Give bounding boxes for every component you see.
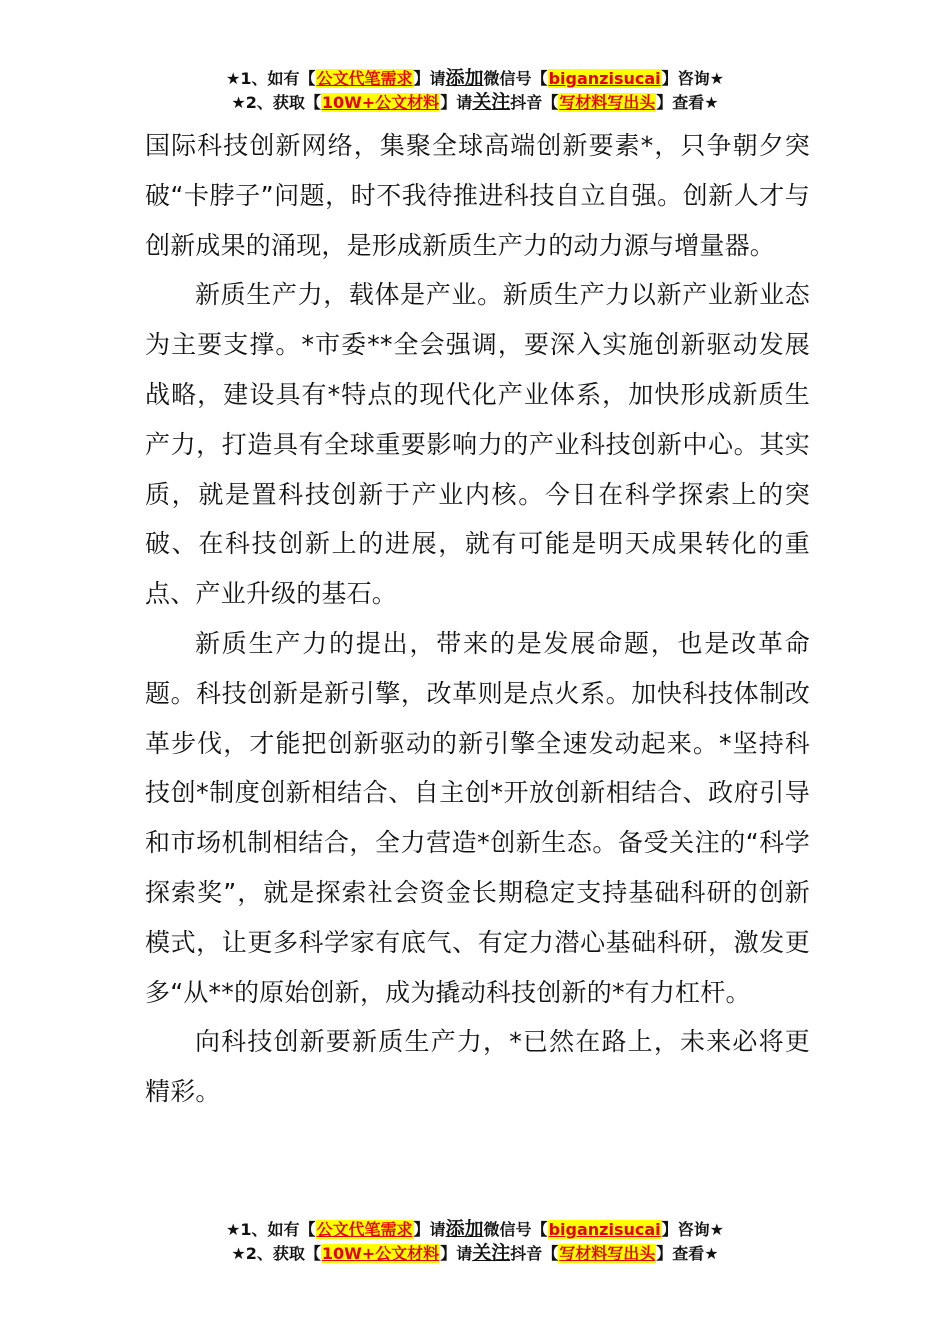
banner-line-2 — [0, 1241, 950, 1265]
banner-emphasis: 关注 — [472, 91, 511, 113]
banner-text: 微信号【 — [483, 69, 548, 88]
banner-text: 】查看★ — [656, 1244, 719, 1263]
highlight-materials: 10W+公文材料 — [321, 1244, 440, 1263]
highlight-service: 公文代笔需求 — [316, 69, 413, 88]
banner-text: 】咨询★ — [661, 69, 724, 88]
banner-line-2 — [0, 90, 950, 114]
highlight-materials: 10W+公文材料 — [321, 93, 440, 112]
paragraph-4: 向科技创新要新质生产力，*已然在路上，未来必将更精彩。 — [145, 1027, 810, 1107]
banner-emphasis: 关注 — [472, 1242, 511, 1264]
document-body — [145, 121, 810, 1117]
banner-text: 】请 — [440, 1244, 473, 1263]
highlight-douyin: 写材料写出头 — [559, 1244, 656, 1263]
banner-text: 】请 — [440, 93, 473, 112]
bottom-banner — [0, 1217, 950, 1265]
banner-text: 】咨询★ — [661, 1220, 724, 1239]
highlight-wechat-id: biganzisucai — [548, 69, 661, 88]
paragraph-3: 新质生产力的提出，带来的是发展命题，也是改革命题。科技创新是新引擎，改革则是点火系。加快科技体制改革步伐，才能把创新驱动的新引擎全速发动起来。*坚持科技创*制度创新相结合、自主创*开放创新相结合、政府引导和市场机制相结合，全力营造*创新生态。备受关注的“科学探索奖”，就是探索社会资金长期稳定支持基础科研的创新模式，让更多科学家有底气、有定力潜心基础科研，激发更多“从**的原始创新，成为撬动科技创新的*有力杠杆。 — [145, 628, 810, 1007]
banner-text: 抖音【 — [510, 93, 559, 112]
banner-text: ★1、如有【 — [226, 1220, 316, 1239]
banner-text: ★2、获取【 — [231, 1244, 321, 1263]
banner-text: 抖音【 — [510, 1244, 559, 1263]
banner-emphasis: 添加 — [445, 67, 484, 89]
highlight-wechat-id: biganzisucai — [548, 1220, 661, 1239]
banner-emphasis: 添加 — [445, 1218, 484, 1240]
banner-text: 】查看★ — [656, 93, 719, 112]
banner-text: 】请 — [413, 1220, 446, 1239]
banner-text: 微信号【 — [483, 1220, 548, 1239]
highlight-douyin: 写材料写出头 — [559, 93, 656, 112]
banner-text: ★2、获取【 — [231, 93, 321, 112]
banner-line-1 — [0, 66, 950, 90]
top-banner — [0, 66, 950, 114]
paragraph-2: 新质生产力，载体是产业。新质生产力以新产业新业态为主要支撑。*市委**全会强调，要深入实施创新驱动发展战略，建设具有*特点的现代化产业体系，加快形成新质生产力，打造具有全球重要影响力的产业科技创新中心。其实质，就是置科技创新于产业内核。今日在科学探索上的突破、在科技创新上的进展，就有可能是明天成果转化的重点、产业升级的基石。 — [145, 280, 810, 609]
banner-text: 】请 — [413, 69, 446, 88]
banner-line-1 — [0, 1217, 950, 1241]
banner-text: ★1、如有【 — [226, 69, 316, 88]
highlight-service: 公文代笔需求 — [316, 1220, 413, 1239]
paragraph-1: 国际科技创新网络，集聚全球高端创新要素*，只争朝夕突破“卡脖子”问题，时不我待推进科技自立自强。创新人才与创新成果的涌现，是形成新质生产力的动力源与增量器。 — [145, 131, 810, 260]
